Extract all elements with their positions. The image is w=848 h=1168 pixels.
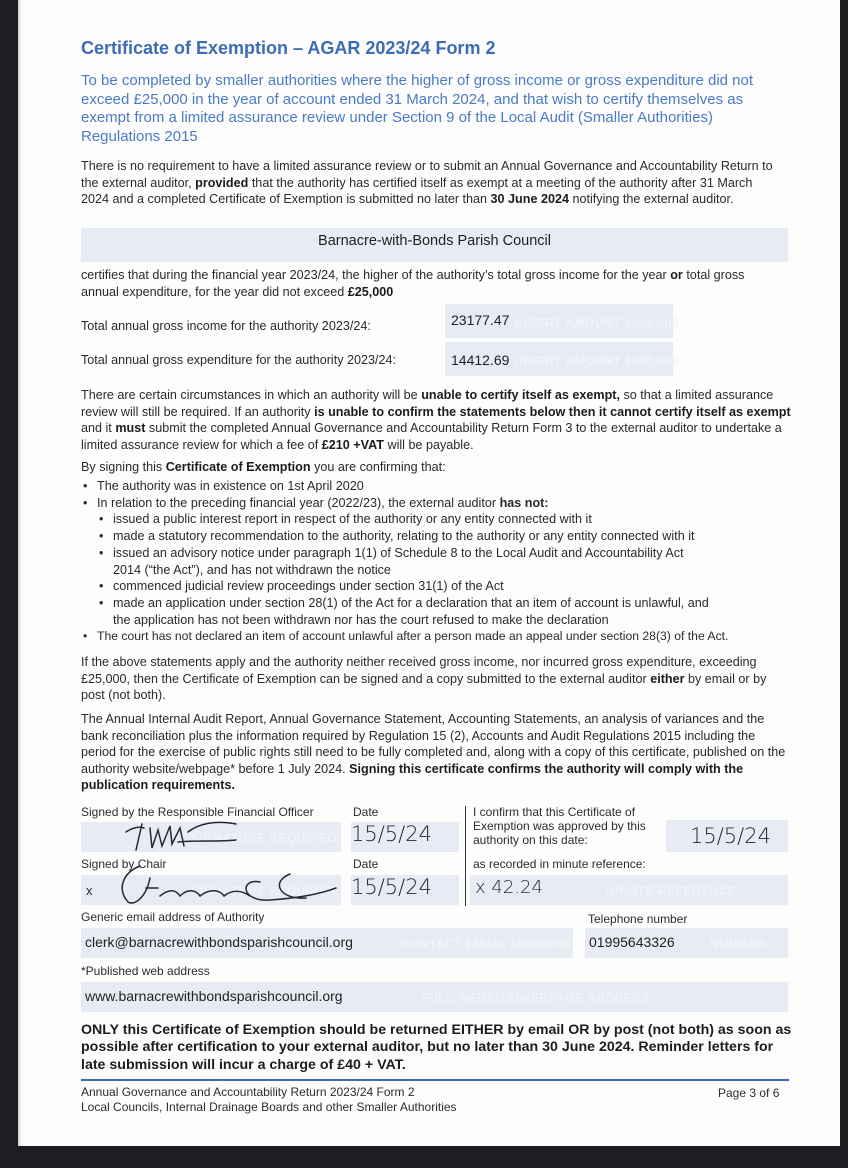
list-item: • The court has not declared an item of account unlawful after a person made an appeal under section 28(3) of the Act. [81, 628, 791, 645]
rfo-signature-placeholder: SIGNATURE REQUIRED [191, 831, 337, 845]
chair-date-label: Date [353, 857, 379, 871]
rfo-date-label: Date [353, 805, 379, 819]
web-address-field[interactable] [81, 982, 788, 1012]
rfo-signature-icon [118, 806, 248, 856]
footer-line-1: Annual Governance and Accountability Return 2023/24 Form 2 [81, 1085, 415, 1099]
approval-date-value: 15/5/24 [690, 824, 771, 848]
expenditure-field[interactable] [445, 342, 679, 376]
list-item: • made a statutory recommendation to the authority, relating to the authority or any entity connected with it [81, 528, 791, 545]
certificate-page [18, 0, 840, 1146]
footer-rule [81, 1079, 789, 1081]
signing-intro: By signing this Certificate of Exemption you are confirming that: [81, 460, 446, 474]
minute-reference-label: as recorded in minute reference: [473, 857, 646, 871]
rfo-date-value: 15/5/24 [351, 822, 432, 846]
annual-report-paragraph: The Annual Internal Audit Report, Annual Governance Statement, Accounting Statements, an analysis of variances and the bank reconciliation plus the information required by Regulation 15 (2), Accounts and Audit Regulations 2015 including the period for the exercise of public rights still need to be fully completed and, along with a copy of this certificate, published on the authority website/webpage* before 1 July 2024. Signing this certificate confirms the authority will comply with the publication requirements. [81, 712, 786, 792]
intro-text: To be completed by smaller authorities where the higher of gross income or gross expenditure did not exceed £25,000 in the year of account ended 31 March 2024, and that wish to certify themselves as exempt from a limited assurance review under Section 9 of the Local Audit (Smaller Authorities) Regulations 2015 [81, 72, 754, 145]
email-label: Generic email address of Authority [81, 910, 265, 924]
circumstances-paragraph: There are certain circumstances in which an authority will be unable to certify itself as exempt, so that a limited assurance review will still be required. If an authority is unable to confirm the statements below then it cannot certify itself as exempt and it must submit the completed Annual Governance and Accountability Return Form 3 to the external auditor to undertake a limited assurance review for which a fee of £210 +VAT will be payable. [81, 388, 791, 452]
chair-signature-icon [110, 858, 340, 908]
income-field[interactable] [445, 304, 679, 338]
expenditure-label: Total annual gross expenditure for the authority 2023/24: [81, 353, 397, 367]
phone-field[interactable] [585, 928, 788, 958]
phone-label: Telephone number [588, 912, 688, 926]
minute-reference-value: x 42.24 [475, 877, 543, 898]
rfo-signature-label: Signed by the Responsible Financial Officer [81, 805, 314, 819]
minute-reference-placeholder: MINUTE REFERENCE [605, 884, 737, 898]
approval-confirm-label: I confirm that this Certificate of Exemption was approved by this authority on this date: [473, 805, 646, 848]
list-item: • made an application under section 28(1) of the Act for a declaration that an item of account is unlawful, and the application has not been withdrawn nor has the court refused to make the declaration [81, 595, 791, 628]
confirmation-list [81, 478, 791, 645]
authority-name: Barnacre-with-Bonds Parish Council [318, 233, 551, 249]
approval-date-field[interactable] [666, 820, 788, 852]
phone-placeholder: NUMBER [710, 937, 766, 951]
apply-paragraph: If the above statements apply and the authority neither received gross income, nor incurred gross expenditure, exceeding £25,000, then the Certificate of Exemption can be signed and a copy submitted to the external auditor either by email or by post (not both). [81, 655, 767, 702]
submission-notice: ONLY this Certificate of Exemption should be returned EITHER by email OR by post (not both) as soon as possible after certification to your external auditor, but no later than 30 June 2024. Reminder letters for late submission will incur a charge of £40 + VAT. [81, 1022, 792, 1073]
chair-signature-label: Signed by Chair [81, 857, 167, 871]
expenditure-placeholder: INSERT AMOUNT £000.000 [515, 354, 679, 368]
email-field[interactable] [81, 928, 573, 958]
chair-date-value: 15/5/24 [351, 875, 432, 899]
list-item: • issued an advisory notice under paragraph 1(1) of Schedule 8 to the Local Audit and Accountability Act 2014 (“the Act”), and has not withdrawn the notice [81, 545, 791, 578]
email-value: clerk@barnacrewithbondsparishcouncil.org [85, 934, 353, 950]
phone-value: 01995643326 [589, 934, 675, 950]
page-number: Page 3 of 6 [718, 1086, 780, 1100]
email-placeholder: CONTACT EMAIL ADDRESS [401, 937, 572, 951]
income-value: 23177.47 [451, 312, 510, 328]
page-title: Certificate of Exemption – AGAR 2023/24 Form 2 [81, 38, 496, 58]
footer-text [81, 1085, 457, 1114]
web-address-placeholder: FULL WEBSITE/WEBPAGE ADDRESS [421, 991, 650, 1005]
list-item: • In relation to the preceding financial year (2022/23), the external auditor has not: [81, 495, 791, 512]
page-edge-shadow [18, 0, 22, 1146]
chair-x-marker: x [86, 883, 93, 898]
authority-name-field[interactable] [81, 228, 788, 262]
list-item: • commenced judicial review proceedings under section 31(1) of the Act [81, 578, 791, 595]
chair-date-field[interactable] [351, 875, 459, 905]
footer-line-2: Local Councils, Internal Drainage Boards and other Smaller Authorities [81, 1099, 457, 1114]
list-item: • The authority was in existence on 1st April 2020 [81, 478, 791, 495]
list-item: • issued a public interest report in respect of the authority or any entity connected with it [81, 511, 791, 528]
web-address-value: www.barnacrewithbondsparishcouncil.org [85, 988, 343, 1004]
requirement-paragraph: There is no requirement to have a limited assurance review or to submit an Annual Governance and Accountability Return to the external auditor, provided that the authority has certified itself as exempt at a meeting of the authority after 31 March 2024 and a completed Certificate of Exemption is submitted no later than 30 June 2024 notifying the external auditor. [81, 159, 773, 206]
expenditure-value: 14412.69 [451, 352, 510, 368]
rfo-date-field[interactable] [351, 822, 459, 852]
chair-signature-placeholder: SIGNATURE REQUIRED [191, 884, 337, 898]
web-address-label: *Published web address [81, 964, 210, 978]
minute-reference-field[interactable] [470, 875, 788, 905]
income-placeholder: INSERT AMOUNT £000.000 [515, 316, 679, 330]
signature-divider [465, 806, 466, 906]
certifies-paragraph: certifies that during the financial year 2023/24, the higher of the authority’s total gross income for the year or total gross annual expenditure, for the year did not exceed £25,000 [81, 268, 745, 299]
income-label: Total annual gross income for the authority 2023/24: [81, 319, 371, 333]
